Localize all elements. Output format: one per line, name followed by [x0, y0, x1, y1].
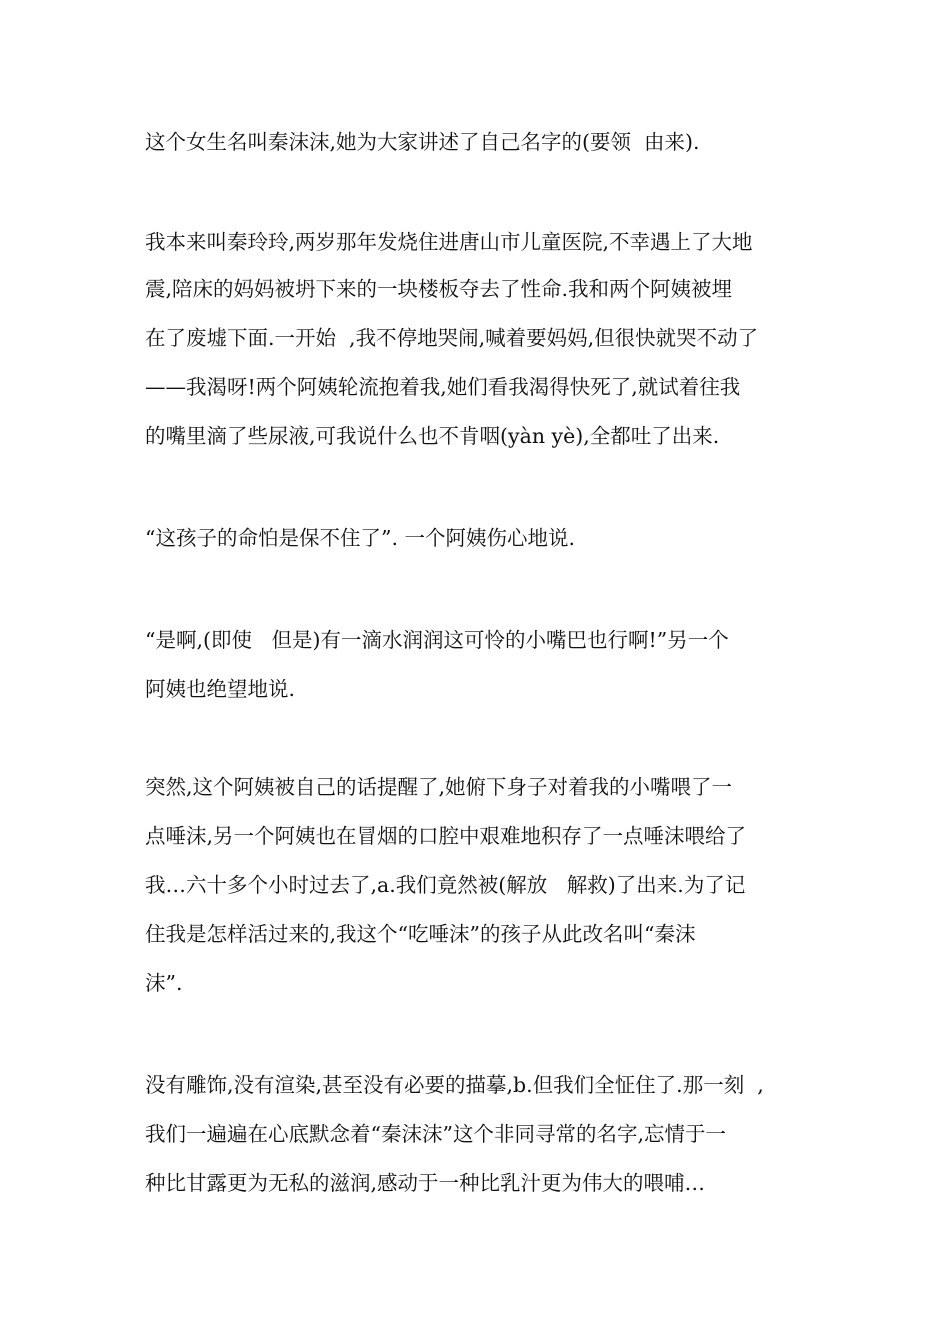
paragraph-6-line-2: 我们一遍遍在心底默念着“秦沫沫”这个非同寻常的名字,忘情于一	[145, 1122, 726, 1146]
paragraph-1-line-1: 这个女生名叫秦沫沫,她为大家讲述了自己名字的(要领 由来).	[145, 130, 700, 154]
paragraph-5-line-2: 点唾沫,另一个阿姨也在冒烟的口腔中艰难地积存了一点唾沫喂给了	[145, 824, 747, 848]
paragraph-3-line-1: “这孩子的命怕是保不住了”. 一个阿姨伤心地说.	[145, 526, 576, 550]
paragraph-4-line-1: “是啊,(即使 但是)有一滴水润润这可怜的小嘴巴也行啊!”另一个	[145, 628, 729, 652]
paragraph-2-line-5: 的嘴里滴了些尿液,可我说什么也不肯咽(yàn yè),全都吐了出来.	[145, 424, 720, 448]
paragraph-2-line-3: 在了废墟下面.一开始 ,我不停地哭闹,喊着要妈妈,但很快就哭不动了	[145, 326, 759, 350]
paragraph-2-line-4: ——我渴呀!两个阿姨轮流抱着我,她们看我渴得快死了,就试着往我	[145, 375, 741, 399]
paragraph-5-line-4: 住我是怎样活过来的,我这个“吃唾沫”的孩子从此改名叫“秦沫	[145, 922, 696, 946]
paragraph-6-line-3: 种比甘露更为无私的滋润,感动于一种比乳汁更为伟大的喂哺…	[145, 1171, 706, 1195]
paragraph-5-line-3: 我…六十多个小时过去了,a.我们竟然被(解放 解救)了出来.为了记	[145, 873, 746, 897]
paragraph-5-line-1: 突然,这个阿姨被自己的话提醒了,她俯下身子对着我的小嘴喂了一	[145, 775, 733, 799]
paragraph-2-line-2: 震,陪床的妈妈被坍下来的一块楼板夺去了性命.我和两个阿姨被埋	[145, 277, 733, 301]
paragraph-2-line-1: 我本来叫秦玲玲,两岁那年发烧住进唐山市儿童医院,不幸遇上了大地	[145, 230, 753, 254]
paragraph-6-line-1: 没有雕饰,没有渲染,甚至没有必要的描摹,b.但我们全怔住了.那一刻 ,	[145, 1073, 764, 1097]
paragraph-5-line-5: 沫”.	[145, 971, 183, 995]
paragraph-4-line-2: 阿姨也绝望地说.	[145, 677, 296, 701]
